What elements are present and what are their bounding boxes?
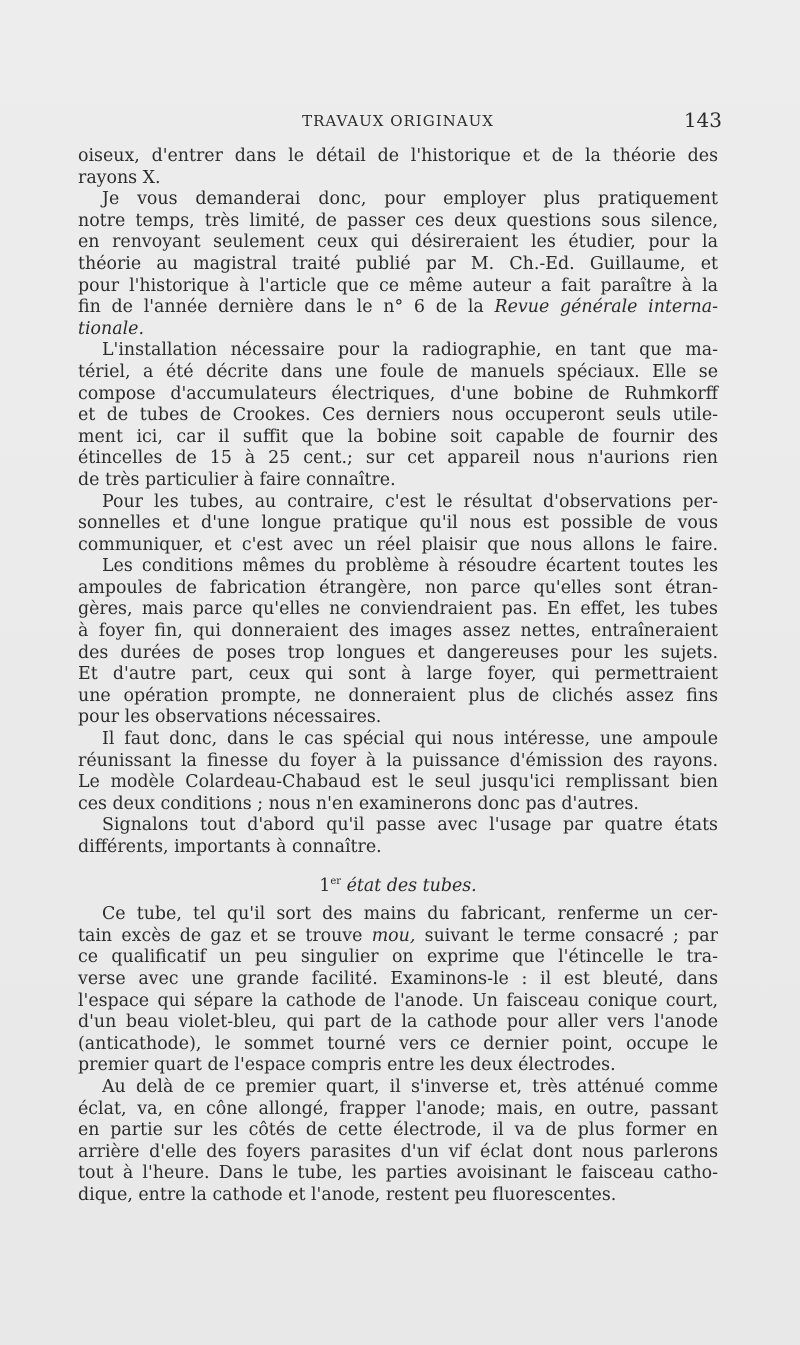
text-line: dique, entre la cathode et l'anode, restent peu fluorescentes. <box>78 1184 617 1205</box>
text-line: de très particulier à faire connaître. <box>78 469 396 490</box>
journal-title-continued: tionale. <box>78 318 144 339</box>
section-heading <box>78 871 718 896</box>
text-line: d'un beau violet-bleu, qui part de la cathode pour aller vers l'anode <box>78 1012 718 1033</box>
text-line: Les conditions mêmes du problème à résoudre écartent toutes les <box>102 556 718 577</box>
heading-number: 1 <box>319 875 331 896</box>
text-line: oiseux, d'entrer dans le détail de l'historique et de la théorie des <box>78 146 718 166</box>
text-line: Le modèle Colardeau-Chabaud est le seul jusqu'ici remplissant bien <box>78 772 718 793</box>
text-line: tériel, a été décrite dans une foule de manuels spéciaux. Elle se <box>78 361 718 382</box>
text-line: pour les observations nécessaires. <box>78 707 382 728</box>
text-line: L'installation nécessaire pour la radiographie, en tant que ma- <box>102 340 718 361</box>
running-title: TRAVAUX ORIGINAUX <box>302 112 494 130</box>
text-line: compose d'accumulateurs électriques, d'une bobine de Ruhmkorff <box>78 383 718 404</box>
text-line: ces deux conditions ; nous n'en examinerons donc pas d'autres. <box>78 793 639 814</box>
text-line: l'espace qui sépare la cathode de l'anode. Un faisceau conique court, <box>78 990 718 1011</box>
text-line: une opération prompte, ne donneraient plus de clichés assez fins <box>78 685 718 706</box>
text-line: Et d'autre part, ceux qui sont à large foyer, qui permettraient <box>78 664 718 685</box>
text-line: sonnelles et d'une longue pratique qu'il nous est possible de vous <box>78 513 718 534</box>
text-line: rayons X. <box>78 167 161 188</box>
text-fragment: fin de l'année dernière dans le n° 6 de la <box>78 297 484 318</box>
text-line: réunissant la finesse du foyer à la puissance d'émission des rayons. <box>78 750 718 771</box>
text-line: à foyer fin, qui donneraient des images assez nettes, entraîneraient <box>78 621 718 642</box>
italic-term: mou, <box>371 925 416 946</box>
text-line: Ce tube, tel qu'il sort des mains du fabricant, renferme un cer- <box>102 904 718 925</box>
text-line: Signalons tout d'abord qu'il passe avec l'usage par quatre états <box>102 815 718 836</box>
text-line: Je vous demanderai donc, pour employer plus pratiquement <box>102 189 718 210</box>
text-line: tout à l'heure. Dans le tube, les parties avoisinant le faisceau catho- <box>78 1163 718 1184</box>
text-line: verse avec une grande facilité. Examinons-le : il est bleuté, dans <box>78 968 718 989</box>
page-header <box>78 108 722 134</box>
text-line: arrière d'elle des foyers parasites d'un vif éclat dont nous parlerons <box>78 1141 718 1162</box>
text-line: pour l'historique à l'article que ce même auteur a fait paraître à la <box>78 275 718 296</box>
text-line: ment ici, car il suffit que la bobine soit capable de fournir des <box>78 426 718 447</box>
text-line: Il faut donc, dans le cas spécial qui nous intéresse, une ampoule <box>102 729 718 750</box>
body-text <box>78 146 718 1207</box>
text-line <box>78 297 718 319</box>
page-number: 143 <box>683 108 722 132</box>
heading-ordinal: er <box>330 875 342 887</box>
text-line: différents, importants à connaître. <box>78 837 382 857</box>
text-line: théorie au magistral traité publié par M. Ch.-Ed. Guillaume, et <box>78 253 718 274</box>
text-line: (anticathode), le sommet tourné vers ce dernier point, occupe le <box>78 1033 718 1054</box>
text-fragment: tain excès de gaz et se trouve <box>78 925 363 946</box>
text-line: premier quart de l'espace compris entre les deux électrodes. <box>78 1055 616 1076</box>
text-line <box>78 926 718 948</box>
text-line: Au delà de ce premier quart, il s'inverse et, très atténué comme <box>102 1076 718 1097</box>
text-line: en partie sur les côtés de cette électrode, il va de plus former en <box>78 1120 718 1141</box>
heading-text: état des tubes. <box>346 875 477 896</box>
text-line: ce qualificatif un peu singulier on exprime que l'étincelle le tra- <box>78 947 718 968</box>
journal-title: Revue générale interna- <box>494 297 718 318</box>
text-line: gères, mais parce qu'elles ne conviendraient pas. En effet, les tubes <box>78 599 718 620</box>
text-line: éclat, va, en cône allongé, frapper l'anode; mais, en outre, passant <box>78 1098 718 1119</box>
text-line: et de tubes de Crookes. Ces derniers nous occuperont seuls utile- <box>78 405 718 426</box>
text-line: notre temps, très limité, de passer ces deux questions sous silence, <box>78 210 718 231</box>
text-line: en renvoyant seulement ceux qui désireraient les étudier, pour la <box>78 232 718 253</box>
text-line: Pour les tubes, au contraire, c'est le résultat d'observations per- <box>102 491 718 512</box>
text-line: ampoules de fabrication étrangère, non parce qu'elles sont étran- <box>78 577 718 598</box>
text-fragment: suivant le terme consacré ; par <box>424 925 718 946</box>
text-line: communiquer, et c'est avec un réel plaisir que nous allons le faire. <box>78 534 718 555</box>
text-line: des durées de poses trop longues et dangereuses pour les sujets. <box>78 642 718 663</box>
text-line: étincelles de 15 à 25 cent.; sur cet appareil nous n'aurions rien <box>78 448 718 469</box>
